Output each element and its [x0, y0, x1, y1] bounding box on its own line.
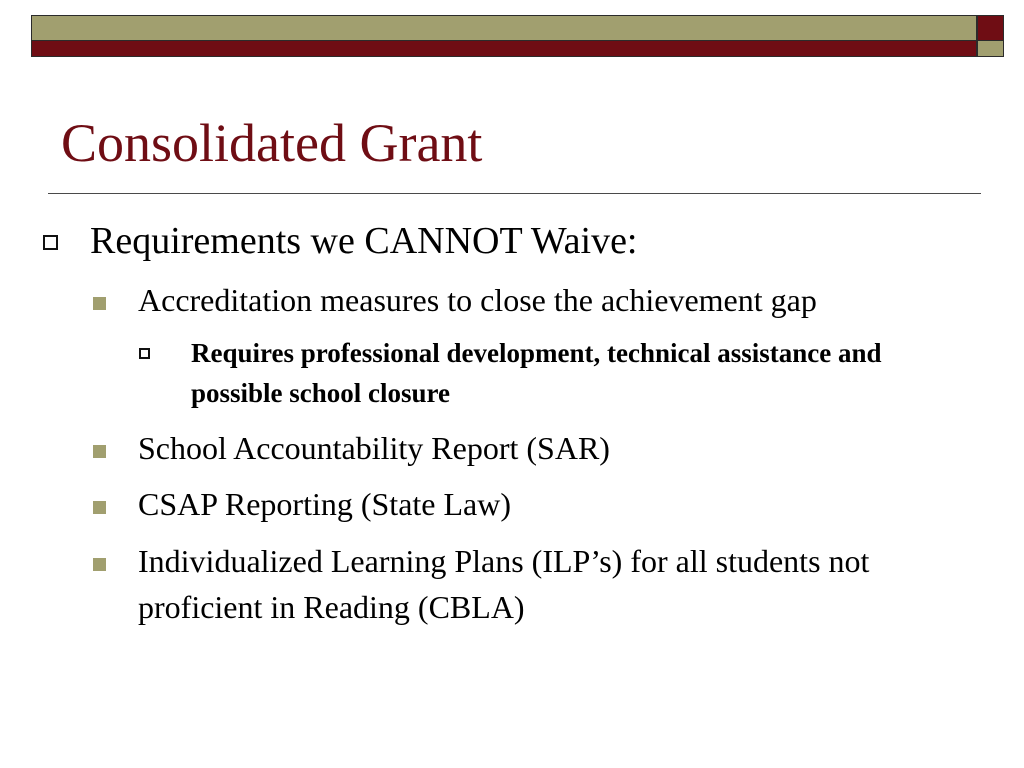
- filled-square-icon: [93, 297, 106, 310]
- banner-olive-bar: [31, 15, 977, 41]
- filled-square-icon: [93, 501, 106, 514]
- filled-square-icon: [93, 445, 106, 458]
- bullet-level1-text: Requirements we CANNOT Waive:: [90, 220, 638, 262]
- hollow-square-icon: [139, 348, 150, 359]
- sub-bullet-requires: Requires professional development, technical assistance and possible school closure: [191, 338, 882, 408]
- bullet-csap: CSAP Reporting (State Law): [138, 486, 511, 522]
- bullet-sar: School Accountability Report (SAR): [138, 430, 610, 466]
- filled-square-icon: [93, 558, 106, 571]
- bullet-accreditation: Accreditation measures to close the achievement gap: [138, 282, 817, 318]
- title-divider: [48, 193, 981, 194]
- hollow-square-icon: [43, 235, 58, 250]
- banner-maroon-bar: [31, 41, 977, 57]
- corner-maroon-block: [977, 15, 1004, 41]
- corner-olive-block: [977, 41, 1004, 57]
- top-banner: [31, 15, 977, 57]
- bullet-ilp: Individualized Learning Plans (ILP’s) for all students not proficient in Reading (CBLA): [138, 543, 870, 625]
- slide-title: Consolidated Grant: [61, 113, 483, 173]
